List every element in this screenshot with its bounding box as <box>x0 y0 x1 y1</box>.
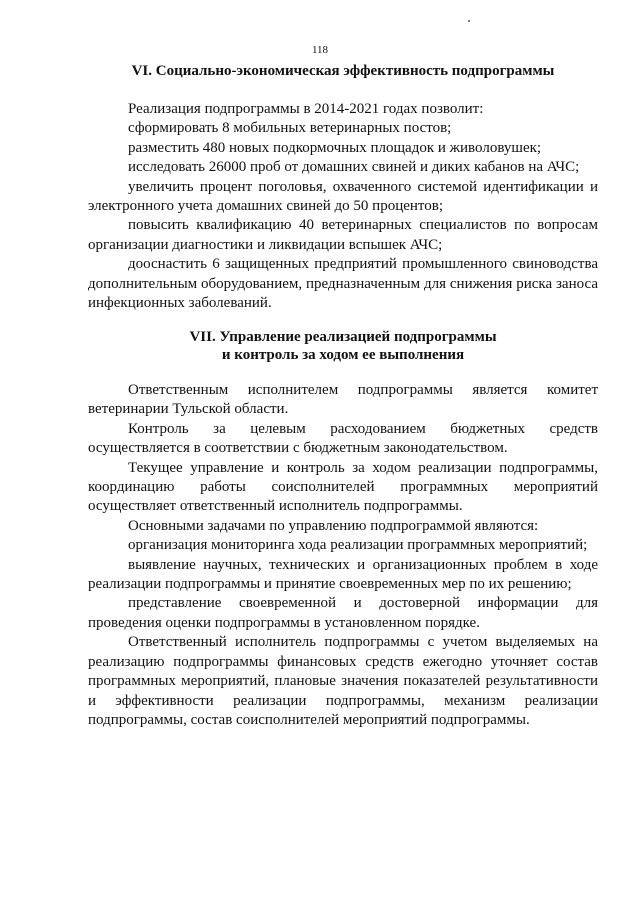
section-7-paragraph: Ответственный исполнитель подпрограммы с учетом выделяемых на реализацию подпрограммы финансовых средств ежегодно уточняет состав программных мероприятий, плановые значения показателей результативности и эффективности реализации подпрограммы, механизм реализации подпрограммы, состав соисполнителей мероприятий подпрограммы. <box>88 634 598 728</box>
section-6-paragraph: сформировать 8 мобильных ветеринарных постов; <box>128 120 452 137</box>
section-6-body <box>88 100 598 313</box>
section-6-paragraph: дооснастить 6 защищенных предприятий промышленного свиноводства дополнительным оборудованием, предназначенным для снижения риска заноса инфекционных заболеваний. <box>88 256 598 312</box>
section-7-paragraph: представление своевременной и достоверной информации для проведения оценки подпрограммы в установленном порядке. <box>88 595 598 631</box>
section-7-paragraph: выявление научных, технических и организационных проблем в ходе реализации подпрограммы и принятие своевременных мер по их решению; <box>88 556 598 593</box>
section-6-paragraph: исследовать 26000 проб от домашних свиней и диких кабанов на АЧС; <box>128 159 580 176</box>
section-7-paragraph: Текущее управление и контроль за ходом реализации подпрограммы, координацию работы соисполнителей программных мероприятий осуществляет ответственный исполнитель подпрограммы. <box>88 459 598 515</box>
section-7-body <box>88 381 598 730</box>
section-6-paragraph: увеличить процент поголовья, охваченного системой идентификации и электронного учета домашних свиней до 50 процентов; <box>88 178 598 215</box>
section-7-heading <box>88 328 598 364</box>
section-7-paragraph: Контроль за целевым расходованием бюджетных средств осуществляется в соответствии с бюджетным законодательством. <box>88 420 598 457</box>
page-number: 118 <box>311 44 329 56</box>
section-7-paragraph: организация мониторинга хода реализации программных мероприятий; <box>128 537 588 554</box>
section-7-heading-line-1: VII. Управление реализацией подпрограммы <box>189 329 497 345</box>
scan-speck <box>468 20 470 22</box>
section-6-paragraph: разместить 480 новых подкормочных площадок и живоловушек; <box>128 139 542 156</box>
section-6-heading: VI. Социально-экономическая эффективность подпрограммы <box>131 63 555 79</box>
section-7-paragraph: Основными задачами по управлению подпрограммой являются: <box>128 517 539 534</box>
section-6-paragraph: повысить квалификацию 40 ветеринарных специалистов по вопросам организации диагностики и ликвидации вспышек АЧС; <box>88 217 598 253</box>
section-6-paragraph: Реализация подпрограммы в 2014-2021 годах позволит: <box>128 101 484 117</box>
section-7-heading-line-2: и контроль за ходом ее выполнения <box>221 347 465 363</box>
section-7-paragraph: Ответственным исполнителем подпрограммы является комитет ветеринарии Тульской области. <box>88 382 598 418</box>
